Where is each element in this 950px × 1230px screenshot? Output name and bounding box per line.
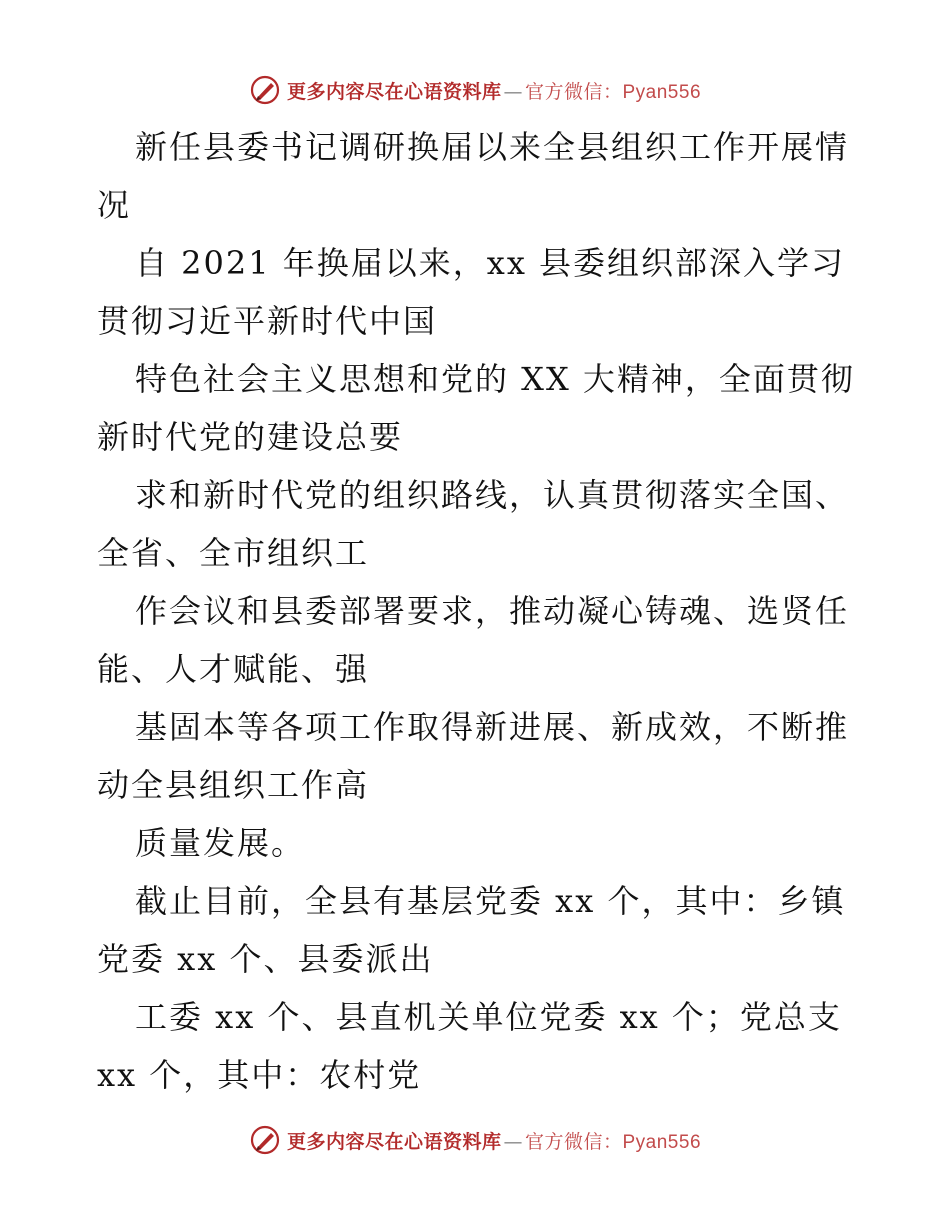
banner-text <box>287 77 701 104</box>
document-paragraph: 截止目前，全县有基层党委 xx 个，其中：乡镇党委 xx 个、县委派出 <box>97 882 846 978</box>
document-paragraph: 自 2021 年换届以来，xx 县委组织部深入学习贯彻习近平新时代中国 <box>97 244 846 340</box>
banner-wechat-label: 官方微信： <box>524 1130 623 1153</box>
header-banner <box>0 70 950 110</box>
quill-pen-logo-icon <box>249 74 281 106</box>
document-body <box>97 118 857 1104</box>
document-paragraph: 基固本等各项工作取得新进展、新成效，不断推动全县组织工作高 <box>97 708 850 804</box>
banner-wechat-label: 官方微信： <box>524 80 623 103</box>
banner-library-text: 更多内容尽在心语资料库 <box>286 1130 502 1153</box>
document-paragraph: 工委 xx 个、县直机关单位党委 xx 个；党总支 xx 个，其中：农村党 <box>97 998 842 1094</box>
document-paragraph: 质量发展。 <box>135 824 306 862</box>
banner-text <box>287 1127 701 1154</box>
document-paragraph: 特色社会主义思想和党的 XX 大精神，全面贯彻新时代党的建设总要 <box>97 360 855 456</box>
footer-banner <box>0 1120 950 1160</box>
banner-dash: — <box>503 80 523 103</box>
document-title: 新任县委书记调研换届以来全县组织工作开展情况 <box>97 128 850 224</box>
banner-library-text: 更多内容尽在心语资料库 <box>286 80 502 103</box>
banner-wechat-id: Pyan556 <box>622 81 702 103</box>
banner-wechat-id: Pyan556 <box>622 1131 702 1153</box>
quill-pen-logo-icon <box>249 1124 281 1156</box>
document-paragraph: 求和新时代党的组织路线，认真贯彻落实全国、全省、全市组织工 <box>97 476 850 572</box>
banner-dash: — <box>503 1130 523 1153</box>
document-paragraph: 作会议和县委部署要求，推动凝心铸魂、选贤任能、人才赋能、强 <box>97 592 850 688</box>
